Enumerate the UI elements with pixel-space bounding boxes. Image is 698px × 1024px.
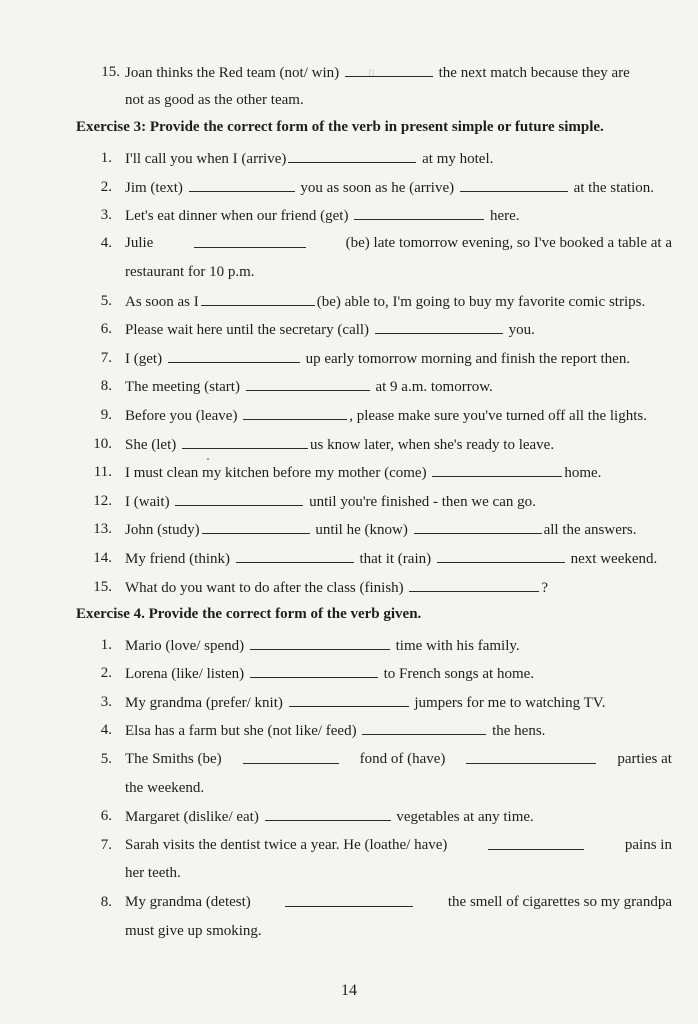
item-text: restaurant for 10 p.m. bbox=[125, 264, 255, 280]
answer-blank[interactable] bbox=[437, 548, 565, 563]
item-text: The Smiths (be) bbox=[125, 751, 222, 767]
item-number: 6. bbox=[100, 808, 112, 824]
answer-blank[interactable] bbox=[243, 749, 339, 764]
item-text: I (wait) bbox=[125, 494, 170, 510]
item-text: My grandma (detest) bbox=[125, 894, 251, 910]
item-text: As soon as I bbox=[125, 294, 199, 310]
item-text: My grandma (prefer/ knit) bbox=[125, 695, 283, 711]
item-text: (be) able to, I'm going to buy my favorite comic strips. bbox=[316, 294, 646, 310]
item-number: 13. bbox=[93, 521, 112, 537]
item-text: until you're finished - then we can go. bbox=[309, 494, 536, 510]
item-text: not as good as the other team. bbox=[125, 92, 304, 108]
item-text: the hens. bbox=[492, 723, 546, 739]
item-text: Sarah visits the dentist twice a year. He (loathe/ have) bbox=[125, 837, 448, 853]
answer-blank[interactable] bbox=[362, 720, 486, 735]
item-number: 2. bbox=[100, 179, 112, 195]
answer-blank[interactable] bbox=[265, 806, 391, 821]
answer-blank[interactable] bbox=[250, 663, 378, 678]
item-text: Joan thinks the Red team (not/ win) bbox=[125, 65, 340, 81]
item-text: up early tomorrow morning and finish the report then. bbox=[305, 351, 631, 367]
item-text: The meeting (start) bbox=[125, 379, 240, 395]
item-text: pains in bbox=[624, 837, 672, 853]
item-text: (be) late tomorrow evening, so I've booked a table at a bbox=[345, 235, 672, 251]
print-speck bbox=[207, 458, 209, 460]
item-number: 10. bbox=[93, 436, 112, 452]
item-number: 9. bbox=[100, 407, 112, 423]
exercise4-heading: Exercise 4. Provide the correct form of the verb given. bbox=[76, 606, 422, 622]
item-number: 3. bbox=[100, 207, 112, 223]
item-text: you as soon as he (arrive) bbox=[300, 180, 455, 196]
item-text: vegetables at any time. bbox=[396, 809, 534, 825]
answer-blank[interactable] bbox=[354, 205, 484, 220]
answer-blank[interactable] bbox=[194, 233, 306, 248]
item-text: ? bbox=[541, 580, 549, 596]
exercise3-heading: Exercise 3: Provide the correct form of the verb in present simple or future simple. bbox=[76, 119, 604, 135]
answer-blank[interactable] bbox=[182, 434, 308, 449]
answer-blank[interactable] bbox=[243, 405, 347, 420]
item-number: 8. bbox=[100, 378, 112, 394]
item-text: at the station. bbox=[573, 180, 655, 196]
answer-blank[interactable] bbox=[345, 62, 433, 77]
item-text: fond of (have) bbox=[359, 751, 446, 767]
answer-blank[interactable] bbox=[175, 491, 303, 506]
item-text: that it (rain) bbox=[359, 551, 432, 567]
item-number: 4. bbox=[100, 235, 112, 251]
item-text: jumpers for me to watching TV. bbox=[414, 695, 606, 711]
item-text: She (let) bbox=[125, 437, 177, 453]
item-number: 15. bbox=[93, 579, 112, 595]
item-text: Elsa has a farm but she (not like/ feed) bbox=[125, 723, 357, 739]
item-text: What do you want to do after the class (finish) bbox=[125, 580, 404, 596]
item-text: Mario (love/ spend) bbox=[125, 638, 245, 654]
answer-blank[interactable] bbox=[289, 692, 409, 707]
item-text: Let's eat dinner when our friend (get) bbox=[125, 208, 349, 224]
answer-blank[interactable] bbox=[409, 577, 539, 592]
answer-blank[interactable] bbox=[460, 177, 568, 192]
answer-blank[interactable] bbox=[250, 635, 390, 650]
item-text: at 9 a.m. tomorrow. bbox=[375, 379, 493, 395]
item-text: John (study) bbox=[125, 522, 200, 538]
item-number: 7. bbox=[100, 350, 112, 366]
item-text: next weekend. bbox=[570, 551, 658, 567]
answer-blank[interactable] bbox=[202, 519, 310, 534]
item-number: 12. bbox=[93, 493, 112, 509]
item-text: My friend (think) bbox=[125, 551, 230, 567]
answer-blank[interactable] bbox=[466, 749, 596, 764]
answer-blank[interactable] bbox=[189, 177, 295, 192]
item-number: 5. bbox=[100, 293, 112, 309]
answer-blank[interactable] bbox=[375, 319, 503, 334]
item-text: to French songs at home. bbox=[383, 666, 535, 682]
item-number: 6. bbox=[100, 321, 112, 337]
answer-blank[interactable] bbox=[201, 291, 315, 306]
item-text: us know later, when she's ready to leave. bbox=[309, 437, 555, 453]
item-text: Margaret (dislike/ eat) bbox=[125, 809, 259, 825]
item-text: at my hotel. bbox=[422, 151, 494, 167]
item-number: 1. bbox=[100, 150, 112, 166]
answer-blank[interactable] bbox=[288, 148, 416, 163]
item-text: must give up smoking. bbox=[125, 923, 262, 939]
item-number: 3. bbox=[100, 694, 112, 710]
item-text: the smell of cigarettes so my grandpa bbox=[447, 894, 672, 910]
item-number: 4. bbox=[100, 722, 112, 738]
answer-blank[interactable] bbox=[488, 835, 584, 850]
item-text: home. bbox=[564, 465, 602, 481]
answer-blank[interactable] bbox=[285, 892, 413, 907]
item-text: Before you (leave) bbox=[125, 408, 238, 424]
item-number: 14. bbox=[93, 550, 112, 566]
answer-blank[interactable] bbox=[246, 376, 370, 391]
answer-blank[interactable] bbox=[432, 462, 562, 477]
item-number: 11. bbox=[93, 464, 112, 480]
item-number: 8. bbox=[100, 894, 112, 910]
item-text: I (get) bbox=[125, 351, 163, 367]
page-number: 14 bbox=[341, 982, 357, 999]
item-text: Lorena (like/ listen) bbox=[125, 666, 245, 682]
item-text: I must clean my kitchen before my mother (come) bbox=[125, 465, 427, 481]
item-text: the next match because they are bbox=[438, 65, 630, 81]
item-text: time with his family. bbox=[395, 638, 520, 654]
item-number: 7. bbox=[100, 837, 112, 853]
item-text: , please make sure you've turned off all the lights. bbox=[349, 408, 647, 424]
item-number: 1. bbox=[100, 637, 112, 653]
item-number: 5. bbox=[100, 751, 112, 767]
answer-blank[interactable] bbox=[414, 519, 542, 534]
item-number: 2. bbox=[100, 665, 112, 681]
answer-blank[interactable] bbox=[236, 548, 354, 563]
item-number: 15. bbox=[101, 64, 120, 80]
item-text: Julie bbox=[125, 235, 154, 251]
item-text: here. bbox=[489, 208, 520, 224]
item-text: you. bbox=[508, 322, 535, 338]
item-text: all the answers. bbox=[543, 522, 637, 538]
item-text: I'll call you when I (arrive) bbox=[125, 151, 287, 167]
item-text: the weekend. bbox=[125, 780, 205, 796]
answer-blank[interactable] bbox=[168, 348, 300, 363]
item-text: until he (know) bbox=[315, 522, 408, 538]
bleed-through: n bbox=[368, 65, 375, 80]
item-text: Please wait here until the secretary (call) bbox=[125, 322, 370, 338]
item-text: her teeth. bbox=[125, 865, 181, 881]
item-text: parties at bbox=[617, 751, 672, 767]
item-text: Jim (text) bbox=[125, 180, 183, 196]
